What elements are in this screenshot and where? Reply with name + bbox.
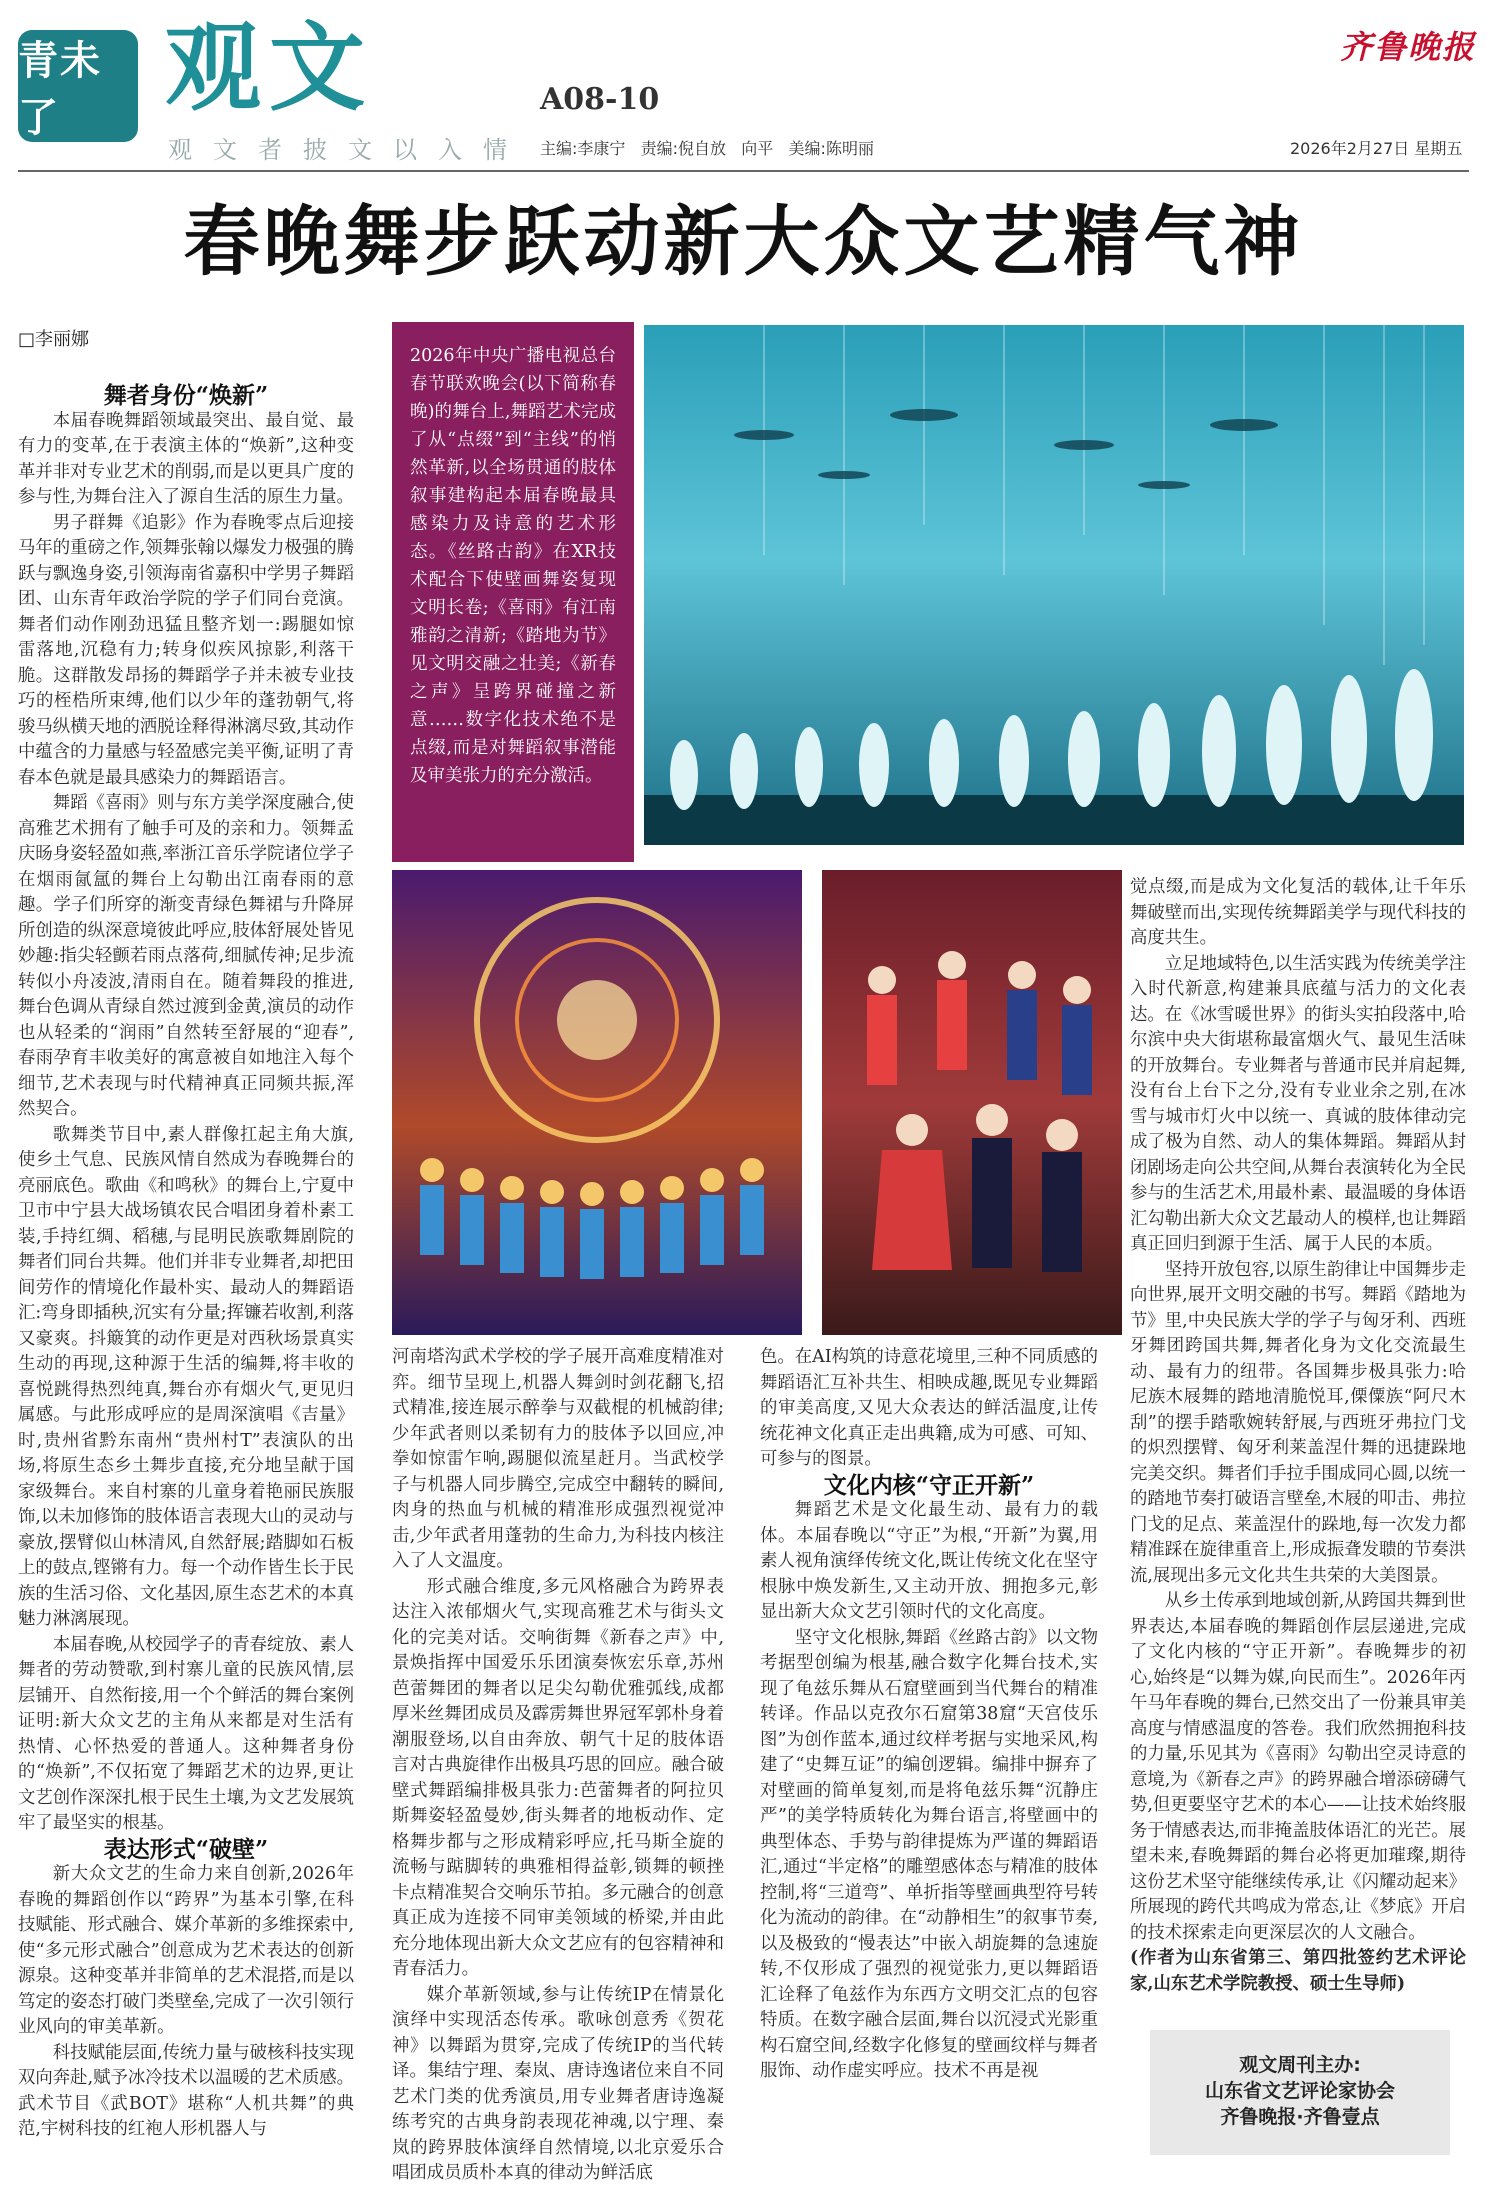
photo-silk-road-dance [392, 870, 802, 1335]
paragraph: 新大众文艺的生命力来自创新,2026年春晚的舞蹈创作以“跨界”为基本引擎,在科技赋能、形式融合、媒介革新的多维探索中,使“多元形式融合”创意成为艺术表达的创新源泉。这种变革并非简单的艺术混搭,而是以笃定的姿态打破门类壁垒,完成了一次引领行业风向的审美革新。 [18, 1864, 354, 2037]
photo-stomp-dance-art [822, 870, 1122, 1335]
paragraph: 色。在AI构筑的诗意花境里,三种不同质感的舞蹈语汇互补共生、相映成趣,既见专业舞蹈的审美高度,又见大众表达的鲜活温度,让传统花神文化真正走出典籍,成为可感、可知、可参与的图景。 [760, 1347, 1098, 1469]
paragraph: 坚持开放包容,以原生韵律让中国舞步走向世界,展开文明交融的书写。舞蹈《踏地为节》里,中央民族大学的学子与匈牙利、西班牙舞团跨国共舞,舞者化身为文化交流最生动、最有力的纽带。各国舞步极具张力:哈尼族木屐舞的踏地清脆悦耳,傈僳族“阿尺木刮”的摆手踏歌婉转舒展,与西班牙弗拉门戈的炽烈摆臂、匈牙利莱盖涅什舞的迅捷跺地完美交织。舞者们手拉手围成同心圆,以统一的踏地节奏打破语言壁垒,木屐的叩击、弗拉门戈的足点、莱盖涅什的跺地,每一次发力都精准踩在旋律重音上,形成振聋发聩的节奏洪流,展现出多元文化共生共荣的大美图景。 [1130, 1259, 1466, 1586]
article-column-3 [760, 1345, 1098, 2085]
paragraph: 觉点缀,而是成为文化复活的载体,让千年乐舞破壁而出,实现传统舞蹈美学与现代科技的高度共生。 [1130, 877, 1466, 948]
page-code: A08-10 [540, 82, 660, 117]
article-headline: 春晚舞步跃动新大众文艺精气神 [183, 197, 1304, 286]
subhead-3: 文化内核“守正开新” [823, 1471, 1035, 1499]
sponsor-line: 齐鲁晚报·齐鲁壹点 [1220, 2106, 1380, 2128]
article-column-2 [392, 1345, 724, 2187]
article-byline: □李丽娜 [18, 329, 90, 350]
author-note: (作者为山东省第三、第四批签约艺术评论家,山东艺术学院教授、硕士生导师) [1130, 1948, 1466, 1994]
photo-silk-road-dance-art [392, 870, 802, 1335]
lead-summary-box: 2026年中央广播电视总台春节联欢晚会(以下简称春晚)的舞台上,舞蹈艺术完成了从“点缀”到“主线”的悄然革新,以全场贯通的肢体叙事建构起本届春晚最具感染力及诗意的艺术形态。《丝路古韵》在XR技术配合下使壁画舞姿复现文明长卷;《喜雨》有江南雅韵之清新;《踏地为节》见文明交融之壮美;《新春之声》呈跨界碰撞之新意……数字化技术绝不是点缀,而是对舞蹈叙事潜能及审美张力的充分激活。 [392, 322, 634, 862]
photo-stomp-dance [822, 870, 1122, 1335]
section-slogan: 观文者披文以入情 [168, 136, 528, 164]
paragraph: 从乡土传承到地域创新,从跨国共舞到世界表达,本届春晚的舞蹈创作层层递进,完成了文化内核的“守正开新”。春晚舞步的初心,始终是“以舞为媒,向民而生”。2026年丙午马年春晚的舞台,已然交出了一份兼具审美高度与情感温度的答卷。我们欣然拥抱科技的力量,乐见其为《喜雨》勾勒出空灵诗意的意境,为《新春之声》的跨界融合增添磅礴气势,但更要坚守艺术的本心——让技术始终服务于情感表达,而非掩盖肢体语汇的光芒。展望未来,春晚舞蹈的舞台必将更加璀璨,期待这份艺术坚守能继续传承,让《闪耀动起来》所展现的跨代共鸣成为常态,让《梦底》开启的技术探索走向更深层次的人文融合。 [1130, 1591, 1466, 1943]
paragraph: 立足地域特色,以生活实践为传统美学注入时代新意,构建兼具底蕴与活力的文化表达。在《冰雪暖世界》的街头实拍段落中,哈尔滨中央大街堪称最富烟火气、最见生活味的开放舞台。专业舞者与普通市民并肩起舞,没有台上台下之分,没有专业业余之别,在冰雪与城市灯火中以统一、真诚的肢体律动完成了极为自然、动人的集体舞蹈。舞蹈从封闭剧场走向公共空间,从舞台表演转化为全民参与的生活艺术,用最朴素、最温暖的身体语汇勾勒出新大众文艺最动人的模样,也让舞蹈真正回归到源于生活、属于人民的本质。 [1130, 953, 1466, 1254]
masthead-divider [18, 170, 1469, 172]
issue-date: 2026年2月27日 星期五 [1290, 139, 1463, 158]
newspaper-brand: 齐鲁晚报 [1340, 28, 1477, 66]
article-column-1 [18, 375, 354, 2143]
paragraph: 本届春晚舞蹈领域最突出、最自觉、最有力的变革,在于表演主体的“焕新”,这种变革并非对专业艺术的削弱,而是以更具广度的参与性,为舞台注入了源自生活的原生力量。 [18, 410, 354, 507]
paragraph: 男子群舞《追影》作为春晚零点后迎接马年的重磅之作,领舞张翰以爆发力极强的腾跃与飘逸身姿,引领海南省嘉积中学男子舞蹈团、山东青年政治学院的学子们同台竞演。舞者们动作刚劲迅猛且整齐划一:踢腿如惊雷落地,沉稳有力;转身似疾风掠影,利落干脆。这群散发昂扬的舞蹈学子并未被专业技巧的桎梏所束缚,他们以少年的蓬勃朝气,将骏马纵横天地的洒脱诠释得淋漓尽致,其动作中蕴含的力量感与轻盈感完美平衡,证明了青春本色就是最具感染力的舞蹈语言。 [18, 512, 354, 788]
paragraph: 河南塔沟武术学校的学子展开高难度精准对弈。细节呈现上,机器人舞剑时剑花翻飞,招式精准,接连展示醉拳与双截棍的机械韵律;少年武者则以柔韧有力的肢体予以回应,冲拳如惊雷乍响,踢腿似流星赶月。当武校学子与机器人同步腾空,完成空中翻转的瞬间,肉身的热血与机械的精准形成强烈视觉冲击,少年武者用蓬勃的生命力,为科技内核注入了人文温度。 [392, 1347, 724, 1571]
article-column-4 [1130, 875, 1466, 1997]
subhead-1: 舞者身份“焕新” [103, 382, 269, 409]
paragraph: 本届春晚,从校园学子的青春绽放、素人舞者的劳动赞歌,到村寨儿童的民族风情,层层铺开、自然衔接,用一个个鲜活的舞台案例证明:新大众文艺的主角从来都是对生活有热情、心怀热爱的普通人。这种舞者身份的“焕新”,不仅拓宽了舞蹈艺术的边界,更让文艺创作深深扎根于民生土壤,为文艺发展筑牢了最坚实的根基。 [18, 1634, 354, 1833]
paragraph: 科技赋能层面,传统力量与破核科技实现双向奔赴,赋予冰冷技术以温暖的艺术质感。武术节目《武BOT》堪称“人机共舞”的典范,宇树科技的红袍人形机器人与 [18, 2042, 354, 2139]
editor-credits: 主编:李康宁 责编:倪自放 向平 美编:陈明丽 [540, 139, 874, 158]
paragraph: 舞蹈《喜雨》则与东方美学深度融合,使高雅艺术拥有了触手可及的亲和力。领舞孟庆旸身姿轻盈如燕,率浙江音乐学院诸位学子在烟雨氤氲的舞台上勾勒出江南春雨的意趣。学子们所穿的渐变青绿色舞裙与升降屏所创造的纵深意境彼此呼应,肢体舒展处皆见妙趣:指尖轻颤若雨点落荷,细腻传神;足步流转似小舟凌波,清雨自在。随着舞段的推进,舞台色调从青绿自然过渡到金黄,演员的动作也从轻柔的“润雨”自然转至舒展的“迎春”,春雨孕育丰收美好的寓意被自如地注入每个细节,艺术表现与时代精神真正同频共振,浑然契合。 [18, 793, 354, 1119]
paragraph: 坚守文化根脉,舞蹈《丝路古韵》以文物考据型创编为根基,融合数字化舞台技术,实现了龟兹乐舞从石窟壁画到当代舞台的精准转译。作品以克孜尔石窟第38窟“天宫伎乐图”为创作蓝本,通过纹样考据与实地采风,构建了“史舞互证”的编创逻辑。编排中摒弃了对壁画的简单复刻,而是将龟兹乐舞“沉静庄严”的美学特质转化为舞台语言,将壁画中的典型体态、手势与韵律提炼为严谨的舞蹈语汇,通过“半定格”的雕塑感体态与精准的肢体控制,将“三道弯”、单折指等壁画典型符号转化为流动的韵律。在“动静相生”的叙事节奏,以及极致的“慢表达”中嵌入胡旋舞的急速旋转,不仅形成了强烈的视觉张力,更以舞蹈语汇诠释了龟兹作为东西方文明交汇点的包容特质。在数字融合层面,舞台以沉浸式光影重构石窟空间,经数字化修复的壁画纹样与舞者服饰、动作虚实呼应。技术不再是视 [760, 1627, 1098, 2081]
section-name: 观文 [165, 11, 373, 124]
photo-xiyu-dance [644, 325, 1464, 845]
paragraph: 歌舞类节目中,素人群像扛起主角大旗,使乡土气息、民族风情自然成为春晚舞台的亮丽底色。歌曲《和鸣秋》的舞台上,宁夏中卫市中宁县大战场镇农民合唱团身着朴素工装,手持红绸、稻穗,与昆明民族歌舞剧院的舞者们同台共舞。他们并非专业舞者,却把田间劳作的情境化作最朴实、最动人的舞蹈语汇:弯身即插秧,沉实有分量;挥镰若收割,利落又豪爽。抖簸箕的动作更是对西秋场景真实生动的再现,这种源于生活的编舞,将丰收的喜悦跳得热烈纯真,舞台亦有烟火气,更见归属感。与此形成呼应的是周深演唱《吉量》时,贵州省黔东南州“贵州村T”表演队的出场,将原生态乡土舞步直接,充分地呈献于国家级舞台。来自村寨的儿童身着艳丽民族服饰,以未加修饰的肢体语言表现大山的灵动与豪放,摆臂似山林清风,自然舒展;踏脚如石板上的鼓点,铿锵有力。每一个动作皆生长于民族的生活习俗、文化基因,原生态艺术的本真魅力淋漓展现。 [18, 1124, 354, 1629]
sponsor-box [1150, 2030, 1450, 2155]
paragraph: 媒介革新领域,参与让传统IP在情景化演绎中实现活态传承。歌咏创意秀《贺花神》以舞蹈为贯穿,完成了传统IP的当代转译。集结宁理、秦岚、唐诗逸诸位来自不同艺术门类的优秀演员,用专业舞者唐诗逸凝练考究的古典身韵表现花神魂,以宁理、秦岚的跨界肢体演绎自然情境,以北京爱乐合唱团成员质朴本真的律动为鲜活底 [392, 1984, 724, 2183]
paragraph: 形式融合维度,多元风格融合为跨界表达注入浓郁烟火气,实现高雅艺术与街头文化的完美对话。交响街舞《新春之声》中,景焕指挥中国爱乐乐团演奏恢宏乐章,苏州芭蕾舞团的舞者以足尖勾勒优雅弧线,成都厚米丝舞团成员及霹雳舞世界冠军郭朴身着潮服登场,以自由奔放、朝气十足的肢体语言对古典旋律作出极具巧思的回应。融合破壁式舞蹈编排极具张力:芭蕾舞者的阿拉贝斯舞姿轻盈曼妙,街头舞者的地板动作、定格舞步都与之形成精彩呼应,托马斯全旋的流畅与踮脚转的典雅相得益彰,锁舞的顿挫卡点精准契合交响乐节拍。多元融合的创意真正成为连接不同审美领域的桥梁,并由此充分地体现出新大众文艺应有的包容精神和青春活力。 [392, 1576, 724, 1979]
sponsor-line: 观文周刊主办: [1239, 2054, 1361, 2076]
photo-xiyu-dance-art [644, 325, 1464, 845]
subhead-2: 表达形式“破壁” [103, 1835, 269, 1863]
sponsor-line: 山东省文艺评论家协会 [1204, 2080, 1395, 2102]
section-logo: 青未了 [18, 30, 138, 142]
paragraph: 舞蹈艺术是文化最生动、最有力的载体。本届春晚以“守正”为根,“开新”为翼,用素人视角演绎传统文化,既让传统文化在坚守根脉中焕发新生,又主动开放、拥抱多元,彰显出新大众文艺引领时代的文化高度。 [760, 1500, 1098, 1622]
